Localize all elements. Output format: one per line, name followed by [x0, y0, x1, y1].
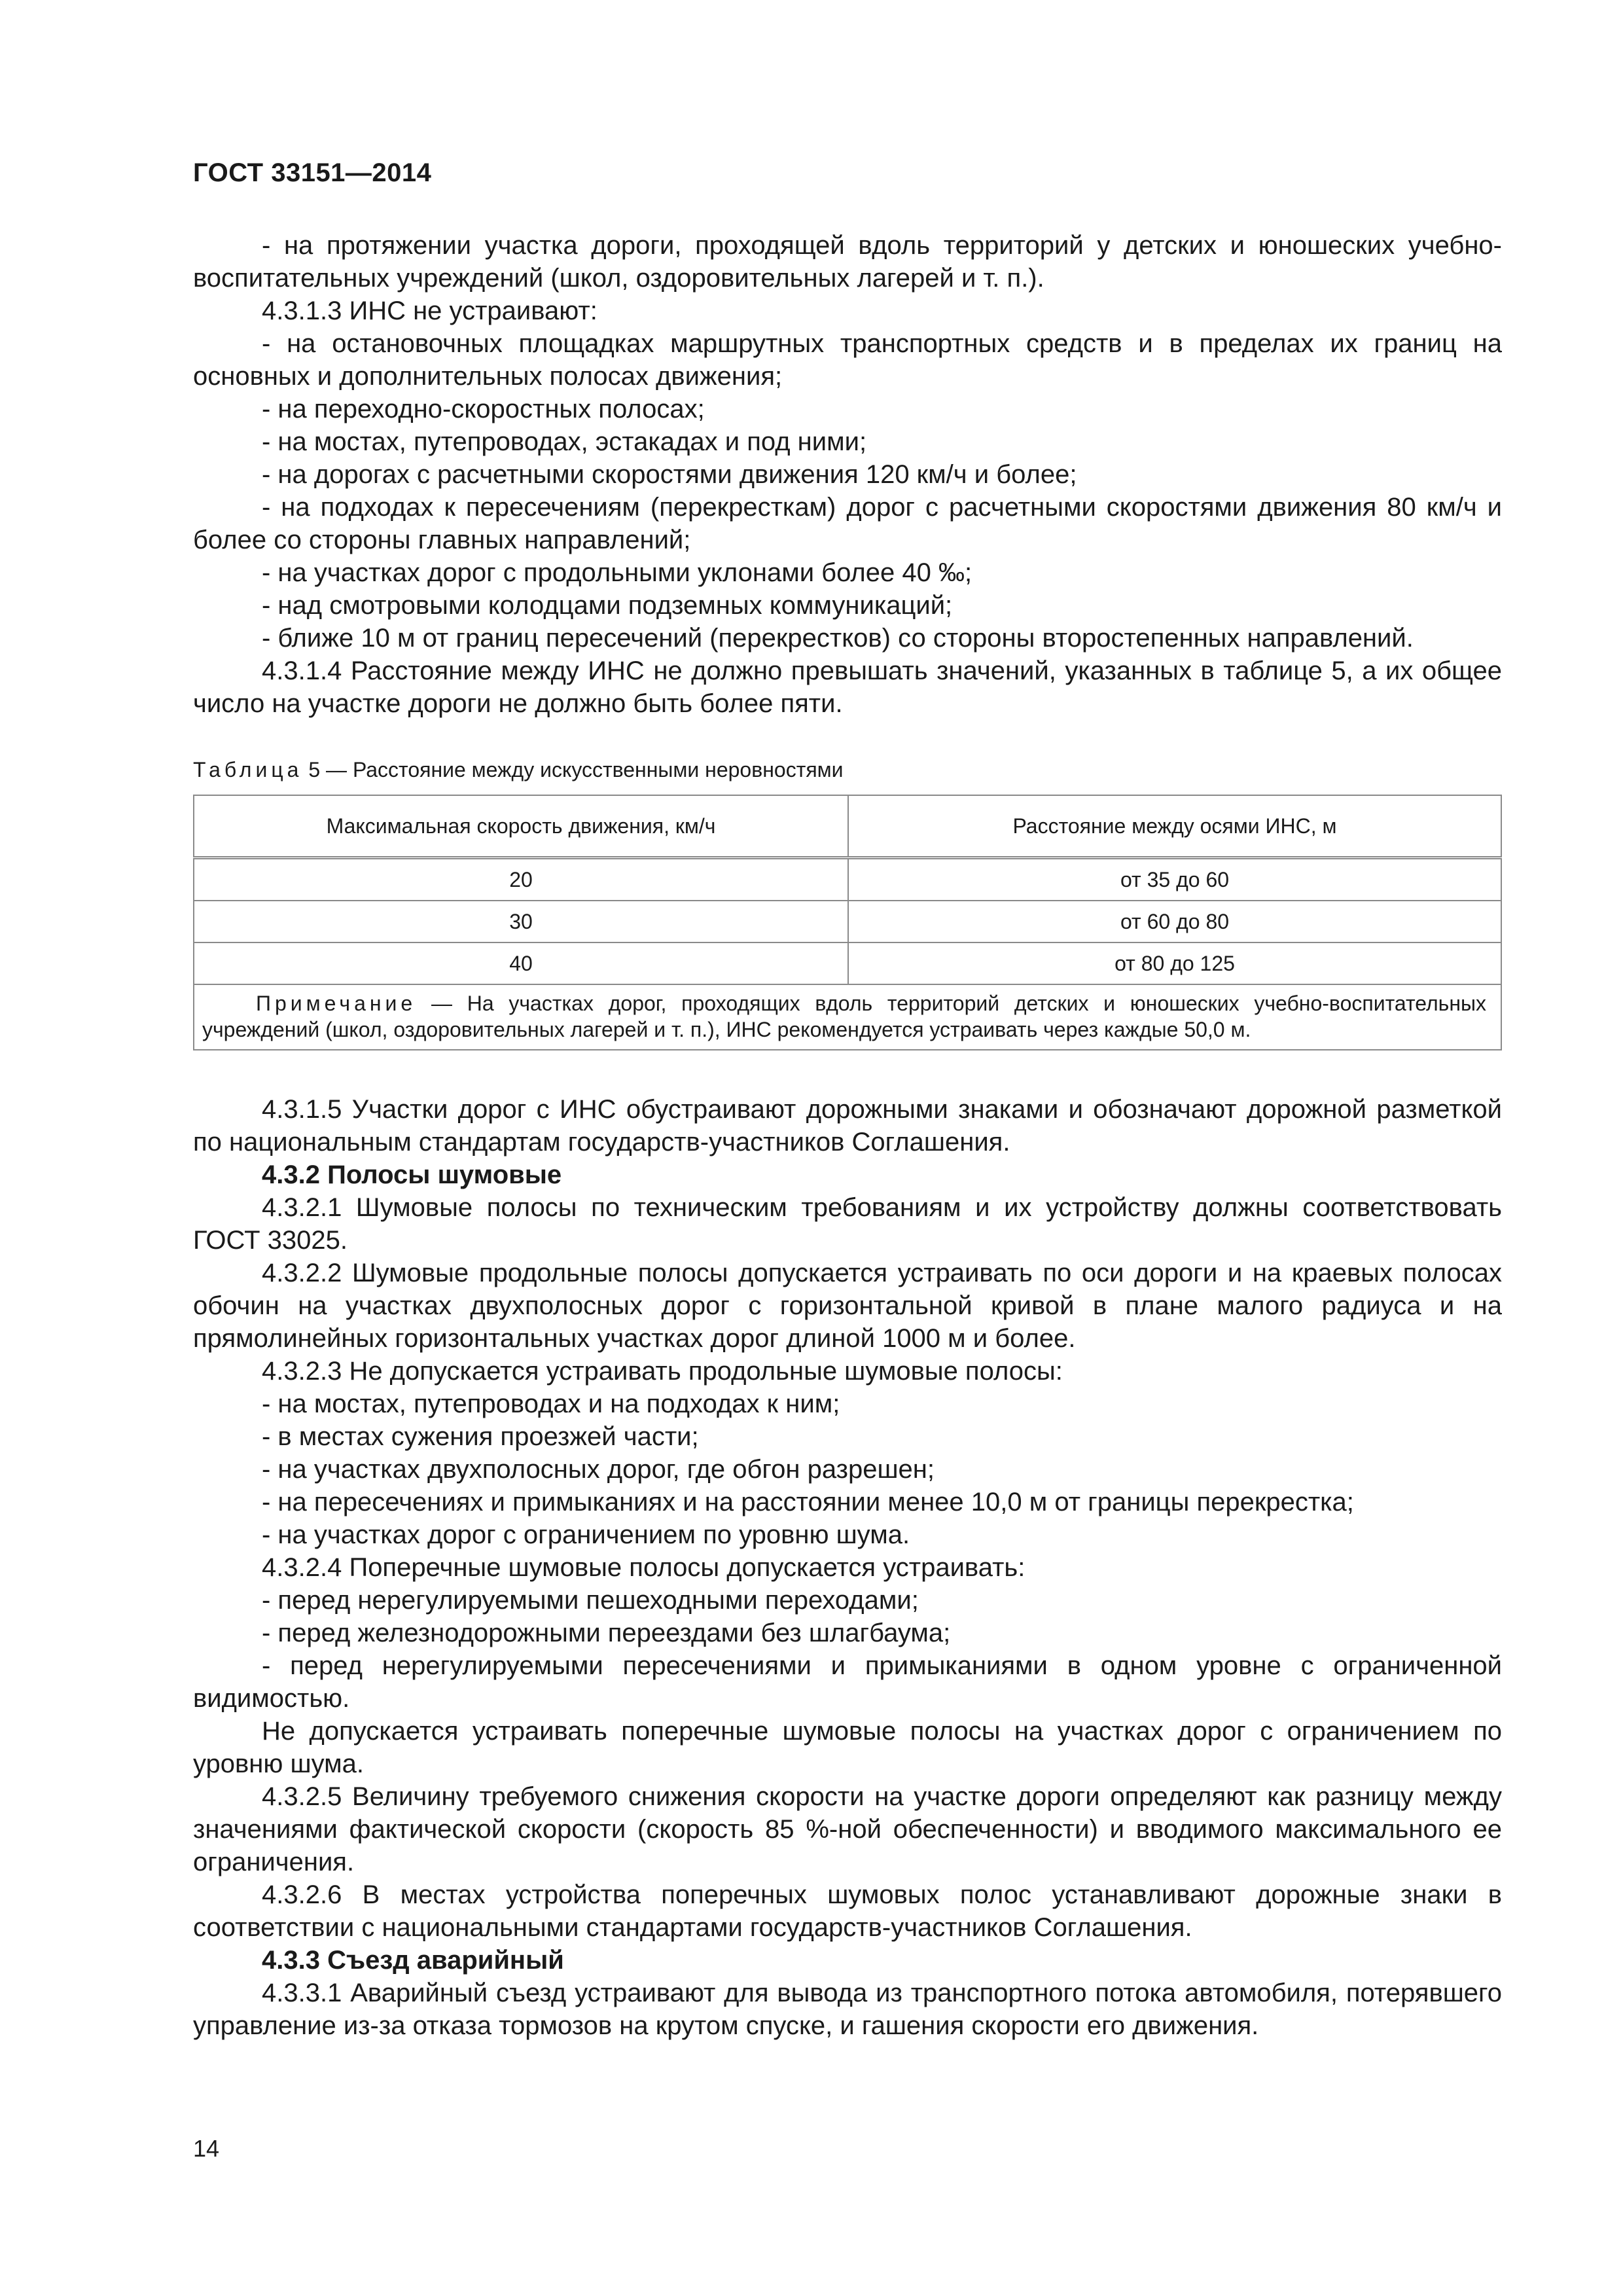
paragraph: 4.3.2.6 В местах устройства поперечных шумовых полос устанавливают дорожные знаки в соответствии с национальными стандартами государств-участников Соглашения.: [193, 1880, 1502, 1942]
paragraph: Не допускается устраивать поперечные шумовые полосы на участках дорог с ограничением по уровню шума.: [193, 1717, 1502, 1778]
table-note: [194, 984, 1501, 1050]
paragraph: - перед железнодорожными переездами без шлагбаума;: [262, 1619, 951, 1647]
note-label: Примечание: [256, 992, 417, 1015]
paragraph: - на мостах, путепроводах и на подходах к ним;: [262, 1390, 840, 1418]
table-row: [194, 942, 1501, 984]
cell-speed: 20: [194, 858, 848, 901]
cell-speed: 30: [194, 901, 848, 942]
page-number: 14: [193, 2135, 220, 2162]
section-heading: 4.3.3 Съезд аварийный: [262, 1946, 564, 1975]
paragraph: 4.3.2.4 Поперечные шумовые полосы допускается устраивать:: [262, 1553, 1026, 1582]
paragraph: 4.3.2.3 Не допускается устраивать продольные шумовые полосы:: [262, 1357, 1063, 1386]
table-note-row: [194, 984, 1501, 1050]
table-row: [194, 858, 1501, 901]
paragraph: - в местах сужения проезжей части;: [262, 1422, 699, 1451]
paragraph: - на переходно-скоростных полосах;: [262, 395, 705, 423]
table-row: [194, 901, 1501, 942]
cell-distance: от 60 до 80: [848, 901, 1501, 942]
document-header: ГОСТ 33151—2014: [193, 158, 432, 187]
paragraph: 4.3.1.3 ИНС не устраивают:: [262, 296, 597, 325]
paragraph: - на пересечениях и примыканиях и на расстоянии менее 10,0 м от границы перекрестка;: [262, 1488, 1354, 1516]
body-text: [193, 229, 1502, 2042]
paragraph: 4.3.2.1 Шумовые полосы по техническим требованиям и их устройству должны соответствовать ГОСТ 33025.: [193, 1193, 1502, 1255]
paragraph: 4.3.3.1 Аварийный съезд устраивают для вывода из транспортного потока автомобиля, потерявшего управление из-за отказа тормозов на крутом спуске, и гашения скорости его движения.: [193, 1979, 1502, 2040]
paragraph: 4.3.1.4 Расстояние между ИНС не должно превышать значений, указанных в таблице 5, а их общее число на участке дороги не должно быть более пяти.: [193, 656, 1502, 718]
paragraph: - перед нерегулируемыми пересечениями и примыканиями в одном уровне с ограниченной видимостью.: [193, 1651, 1502, 1713]
paragraph: - перед нерегулируемыми пешеходными переходами;: [262, 1586, 919, 1615]
paragraph: - на протяжении участка дороги, проходящей вдоль территорий у детских и юношеских учебно-воспитательных учреждений (школ, оздоровительных лагерей и т. п.).: [193, 231, 1502, 293]
cell-distance: от 35 до 60: [848, 858, 1501, 901]
paragraph: - на дорогах с расчетными скоростями движения 120 км/ч и более;: [262, 460, 1077, 489]
paragraph: - на мостах, путепроводах, эстакадах и под ними;: [262, 427, 867, 456]
paragraph: - над смотровыми колодцами подземных коммуникаций;: [262, 591, 953, 620]
body-text-continued: [193, 1093, 1502, 2042]
paragraph: - на участках дорог с ограничением по уровню шума.: [262, 1520, 910, 1549]
cell-speed: 40: [194, 942, 848, 984]
paragraph: - на подходах к пересечениям (перекресткам) дорог с расчетными скоростями движения 80 км/ч и более со стороны главных направлений;: [193, 493, 1502, 554]
paragraph: - на участках дорог с продольными уклонами более 40 ‰;: [262, 558, 972, 587]
table-caption-label: Таблица: [193, 758, 303, 781]
paragraph: 4.3.2.5 Величину требуемого снижения скорости на участке дороги определяют как разницу между значениями фактической скорости (скорость 85 %-ной обеспеченности) и вводимого максимального ее ограничения.: [193, 1782, 1502, 1876]
table-caption: [193, 757, 1502, 783]
distance-table: [193, 795, 1502, 1050]
document-page: [193, 0, 1502, 2296]
note-text: — На участках дорог, проходящих вдоль территорий детских и юношеских учебно-воспитательных учреждений (школ, оздоровительных лагерей и т. п.), ИНС рекомендуется устраивать через каждые 50,0 м.: [202, 992, 1486, 1041]
paragraph: - ближе 10 м от границ пересечений (перекрестков) со стороны второстепенных направлений.: [262, 624, 1414, 653]
column-header-distance: Расстояние между осями ИНС, м: [848, 795, 1501, 858]
cell-distance: от 80 до 125: [848, 942, 1501, 984]
paragraph: 4.3.1.5 Участки дорог с ИНС обустраивают дорожными знаками и обозначают дорожной разметкой по национальным стандартам государств-участников Соглашения.: [193, 1095, 1502, 1157]
paragraph: - на остановочных площадках маршрутных транспортных средств и в пределах их границ на основных и дополнительных полосах движения;: [193, 329, 1502, 391]
column-header-speed: Максимальная скорость движения, км/ч: [194, 795, 848, 858]
paragraph: - на участках двухполосных дорог, где обгон разрешен;: [262, 1455, 935, 1484]
table-caption-title: 5 — Расстояние между искусственными неровностями: [302, 758, 844, 781]
section-heading: 4.3.2 Полосы шумовые: [262, 1160, 562, 1189]
paragraph: 4.3.2.2 Шумовые продольные полосы допускается устраивать по оси дороги и на краевых полосах обочин на участках двухполосных дорог с горизонтальной кривой в плане малого радиуса и на прямолинейных горизонтальных участках дорог длиной 1000 м и более.: [193, 1259, 1502, 1353]
table-header-row: [194, 795, 1501, 858]
